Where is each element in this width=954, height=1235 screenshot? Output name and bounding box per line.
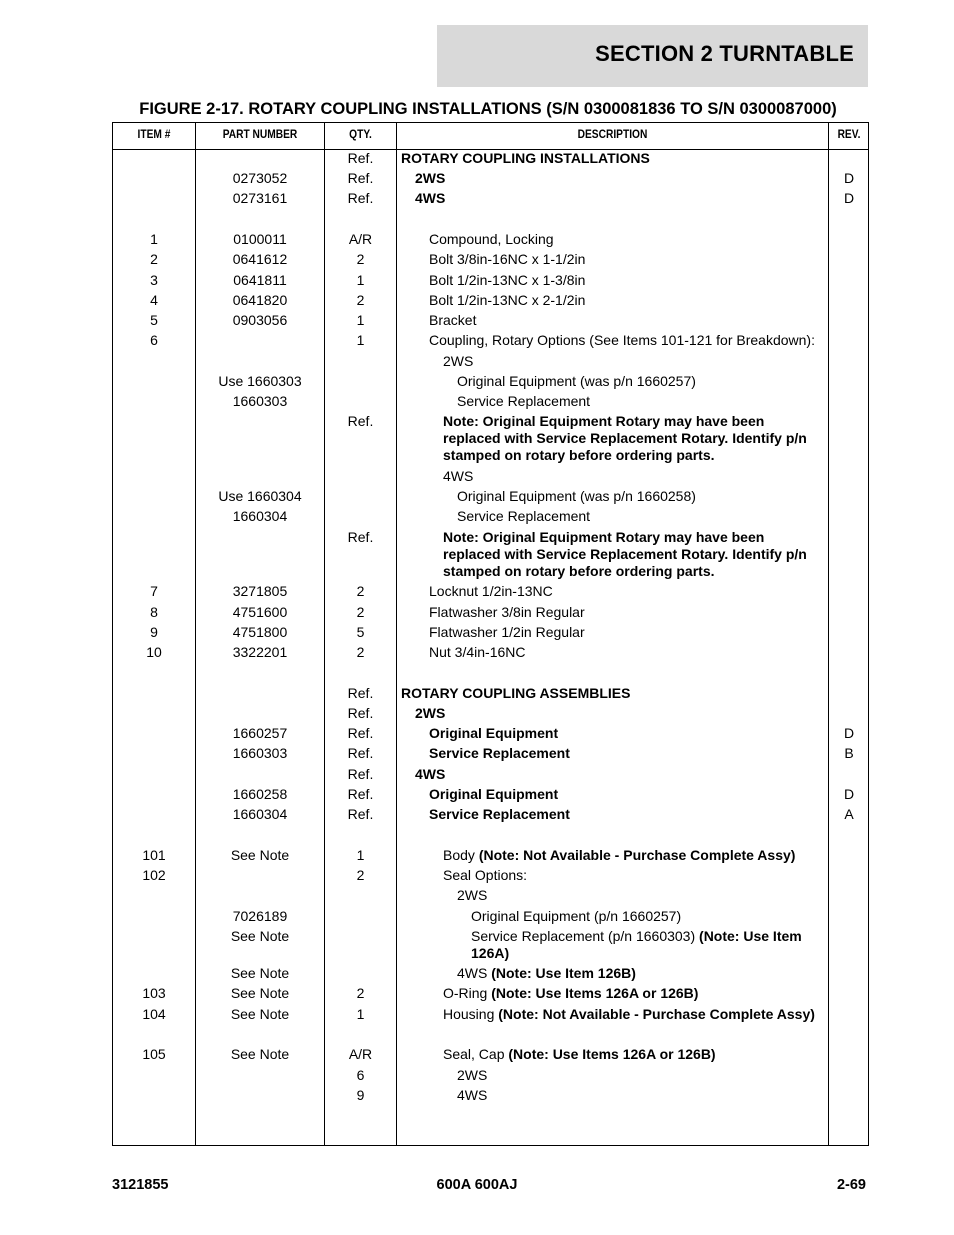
item-number: 5: [150, 312, 158, 328]
table-row: [113, 170, 868, 190]
description: [401, 1067, 821, 1084]
part-number: 1660257: [232, 725, 288, 741]
description: [401, 908, 821, 925]
description: [401, 170, 821, 187]
item-number: 8: [150, 604, 158, 620]
description: [401, 705, 821, 722]
quantity: 2: [356, 867, 365, 883]
description-text: Service Replacement (p/n 1660303): [471, 928, 700, 944]
table-row: [113, 413, 868, 463]
section-title: SECTION 2 TURNTABLE: [595, 41, 854, 66]
table-row: [113, 705, 868, 725]
part-number: 1660304: [232, 806, 288, 822]
table-row: [113, 393, 868, 413]
table-row: [113, 292, 868, 312]
quantity: 2: [356, 292, 365, 308]
description-text: 4WS: [457, 1087, 488, 1103]
description-text: O-Ring: [443, 985, 492, 1001]
description: [401, 725, 821, 742]
description: [401, 583, 821, 600]
part-number: 0641811: [233, 272, 287, 288]
part-number: 3322201: [232, 644, 288, 660]
table-row: [113, 847, 868, 867]
part-number: 1660303: [232, 393, 288, 409]
description-bold-text: (Note: Use Item 126B): [491, 965, 636, 981]
description: [401, 644, 821, 661]
quantity: Ref.: [347, 786, 374, 802]
quantity: 2: [356, 985, 365, 1001]
part-number: 4751600: [232, 604, 288, 620]
part-number: Use 1660304: [218, 488, 302, 504]
description-text: Original Equipment (p/n 1660257): [471, 908, 682, 924]
description: [401, 190, 821, 207]
header-qty: QTY.: [349, 127, 372, 141]
quantity: 1: [356, 332, 365, 348]
description-text: Flatwasher 3/8in Regular: [429, 604, 585, 620]
description: [401, 332, 821, 349]
description: [401, 685, 821, 702]
description-text: Seal Options:: [443, 867, 528, 883]
table-row: [113, 353, 868, 373]
part-number: Use 1660303: [218, 373, 302, 389]
description-bold-text: (Note: Use Item 126A): [471, 928, 802, 961]
table-row: [113, 150, 868, 170]
part-number: 4751800: [232, 624, 288, 640]
table-row: [113, 488, 868, 508]
item-number: 2: [150, 251, 158, 267]
part-number: See Note: [230, 1046, 290, 1062]
description-bold-text: Service Replacement: [429, 806, 570, 822]
description: [401, 413, 821, 464]
description: [401, 272, 821, 289]
description: [401, 468, 821, 485]
description-bold-text: Service Replacement: [429, 745, 570, 761]
description: [401, 353, 821, 370]
description: [401, 624, 821, 641]
quantity: 1: [356, 312, 365, 328]
header-item: ITEM #: [137, 127, 171, 141]
table-row: [113, 373, 868, 393]
table-row: [113, 965, 868, 985]
description: [401, 488, 821, 505]
part-number: See Note: [230, 1006, 290, 1022]
description: [401, 1087, 821, 1104]
quantity: 2: [356, 604, 365, 620]
quantity: A/R: [348, 231, 373, 247]
description-text: Coupling, Rotary Options (See Items 101-121 for Breakdown):: [429, 332, 815, 348]
description-bold-text: Original Equipment: [429, 725, 559, 741]
description: [401, 508, 821, 525]
header-part-number: PART NUMBER: [222, 127, 298, 141]
table-row: [113, 272, 868, 292]
table-row: [113, 685, 868, 705]
table-row: [113, 251, 868, 271]
quantity: 1: [356, 847, 365, 863]
part-number: 0273052: [232, 170, 288, 186]
description-text: Service Replacement: [457, 508, 591, 524]
description: [401, 867, 821, 884]
description-bold-text: (Note: Not Available - Purchase Complete Assy): [478, 847, 796, 863]
table-row: [113, 624, 868, 644]
table-row: [113, 468, 868, 488]
quantity: 2: [356, 583, 365, 599]
quantity: Ref.: [347, 725, 374, 741]
quantity: Ref.: [347, 685, 374, 701]
table-row: [113, 1067, 868, 1087]
table-row: [113, 766, 868, 786]
description-text: Flatwasher 1/2in Regular: [429, 624, 585, 640]
table-row: [113, 604, 868, 624]
part-number: 7026189: [232, 908, 288, 924]
description-text: 2WS: [443, 353, 474, 369]
quantity: Ref.: [347, 745, 374, 761]
quantity: 6: [356, 1067, 365, 1083]
description: [401, 766, 821, 783]
description-bold-text: Original Equipment: [429, 786, 559, 802]
table-row: [113, 887, 868, 907]
description-text: Compound, Locking: [429, 231, 554, 247]
quantity: A/R: [348, 1046, 373, 1062]
quantity: Ref.: [347, 190, 374, 206]
description: [401, 985, 821, 1002]
table-row: [113, 806, 868, 826]
description-bold-text: 4WS: [415, 766, 446, 782]
table-row: [113, 1006, 868, 1026]
model-name: 600A 600AJ: [436, 1177, 518, 1193]
part-number: 0641820: [232, 292, 288, 308]
table-row: [113, 786, 868, 806]
item-number: 4: [150, 292, 158, 308]
description: [401, 965, 821, 982]
part-number: See Note: [230, 965, 290, 981]
description: [401, 251, 821, 268]
description-text: Original Equipment (was p/n 1660257): [457, 373, 696, 389]
item-number: 3: [150, 272, 158, 288]
item-number: 101: [142, 847, 166, 863]
description: [401, 231, 821, 248]
description: [401, 1006, 821, 1023]
item-number: 102: [142, 867, 166, 883]
table-row: [113, 583, 868, 603]
description-text: Original Equipment (was p/n 1660258): [457, 488, 696, 504]
table-row: [113, 190, 868, 210]
part-number: See Note: [230, 928, 290, 944]
part-number: 0903056: [232, 312, 288, 328]
part-number: 1660304: [232, 508, 288, 524]
description-text: Body: [443, 847, 479, 863]
description: [401, 604, 821, 621]
quantity: Ref.: [347, 413, 374, 429]
part-number: 0100011: [233, 231, 287, 247]
part-number: See Note: [230, 847, 290, 863]
page-number: 2-69: [836, 1177, 866, 1193]
quantity: Ref.: [347, 529, 374, 545]
description-bold-text: (Note: Use Items 126A or 126B): [491, 985, 699, 1001]
description-bold-text: ROTARY COUPLING INSTALLATIONS: [401, 150, 650, 166]
description-bold-text: 2WS: [415, 705, 446, 721]
table-row: [113, 312, 868, 332]
description-bold-text: (Note: Not Available - Purchase Complete Assy): [498, 1006, 815, 1022]
part-number: See Note: [230, 985, 290, 1001]
part-number: 0641612: [232, 251, 288, 267]
item-number: 7: [150, 583, 158, 599]
table-row: [113, 867, 868, 887]
description-text: Nut 3/4in-16NC: [429, 644, 526, 660]
description-bold-text: 2WS: [415, 170, 446, 186]
quantity: 5: [356, 624, 365, 640]
quantity: 9: [356, 1087, 365, 1103]
revision: D: [843, 786, 855, 802]
description: [401, 1046, 821, 1063]
revision: D: [843, 190, 855, 206]
table-row: [113, 928, 868, 961]
quantity: Ref.: [347, 170, 374, 186]
item-number: 104: [142, 1006, 166, 1022]
table-row: [113, 332, 868, 352]
description: [401, 150, 821, 167]
quantity: Ref.: [347, 766, 374, 782]
table-row: [113, 725, 868, 745]
table-row: [113, 508, 868, 528]
description-text: 4WS: [443, 468, 474, 484]
quantity: Ref.: [347, 150, 374, 166]
table-row: [113, 529, 868, 579]
section-header-bar: [437, 25, 868, 87]
description-bold-text: ROTARY COUPLING ASSEMBLIES: [401, 685, 631, 701]
doc-number: 3121855: [112, 1177, 169, 1193]
description: [401, 373, 821, 390]
item-number: 10: [146, 644, 162, 660]
description: [401, 928, 821, 962]
part-number: 0273161: [232, 190, 288, 206]
description-text: 2WS: [457, 1067, 488, 1083]
item-number: 103: [142, 985, 166, 1001]
header-rev: REV.: [837, 127, 861, 141]
table-row: [113, 644, 868, 664]
revision: D: [843, 725, 855, 741]
revision: B: [844, 745, 854, 761]
description-text: 4WS: [457, 965, 492, 981]
description-bold-text: (Note: Use Items 126A or 126B): [508, 1046, 716, 1062]
part-number: 1660258: [232, 786, 288, 802]
description: [401, 393, 821, 410]
part-number: 3271805: [232, 583, 288, 599]
table-row: [113, 231, 868, 251]
quantity: Ref.: [347, 705, 374, 721]
description: [401, 529, 821, 580]
part-number: 1660303: [232, 745, 288, 761]
item-number: 6: [150, 332, 158, 348]
description: [401, 292, 821, 309]
table-row: [113, 1046, 868, 1066]
item-number: 1: [150, 231, 158, 247]
description-text: Service Replacement: [457, 393, 591, 409]
description: [401, 312, 821, 329]
description-text: Bolt 3/8in-16NC x 1-1/2in: [429, 251, 586, 267]
description-text: Locknut 1/2in-13NC: [429, 583, 553, 599]
item-number: 9: [150, 624, 158, 640]
description-bold-text: 4WS: [415, 190, 446, 206]
description-text: Bracket: [429, 312, 477, 328]
table-row: [113, 985, 868, 1005]
description-text: Bolt 1/2in-13NC x 2-1/2in: [429, 292, 586, 308]
description: [401, 847, 821, 864]
revision: D: [843, 170, 855, 186]
item-number: 105: [142, 1046, 166, 1062]
description-bold-text: Note: Original Equipment Rotary may have been replaced with Service Replacement Rotary. Identify p/n stamped on rotary before ordering parts.: [443, 413, 807, 463]
quantity: 1: [356, 272, 365, 288]
description: [401, 806, 821, 823]
table-row: [113, 1087, 868, 1107]
quantity: 2: [356, 644, 365, 660]
figure-title: FIGURE 2-17. ROTARY COUPLING INSTALLATIONS (S/N 0300081836 TO S/N 0300087000): [139, 100, 837, 118]
header-description: DESCRIPTION: [577, 127, 648, 141]
description-text: 2WS: [457, 887, 488, 903]
quantity: 2: [356, 251, 365, 267]
description-text: Seal, Cap: [443, 1046, 509, 1062]
quantity: Ref.: [347, 806, 374, 822]
parts-table: [112, 122, 869, 1146]
table-row: [113, 745, 868, 765]
description: [401, 786, 821, 803]
description-bold-text: Note: Original Equipment Rotary may have been replaced with Service Replacement Rotary. Identify p/n stamped on rotary before ordering parts.: [443, 529, 807, 579]
description: [401, 887, 821, 904]
description-text: Bolt 1/2in-13NC x 1-3/8in: [429, 272, 586, 288]
description: [401, 745, 821, 762]
table-row: [113, 908, 868, 928]
quantity: 1: [356, 1006, 365, 1022]
description-text: Housing: [443, 1006, 499, 1022]
revision: A: [844, 806, 854, 822]
